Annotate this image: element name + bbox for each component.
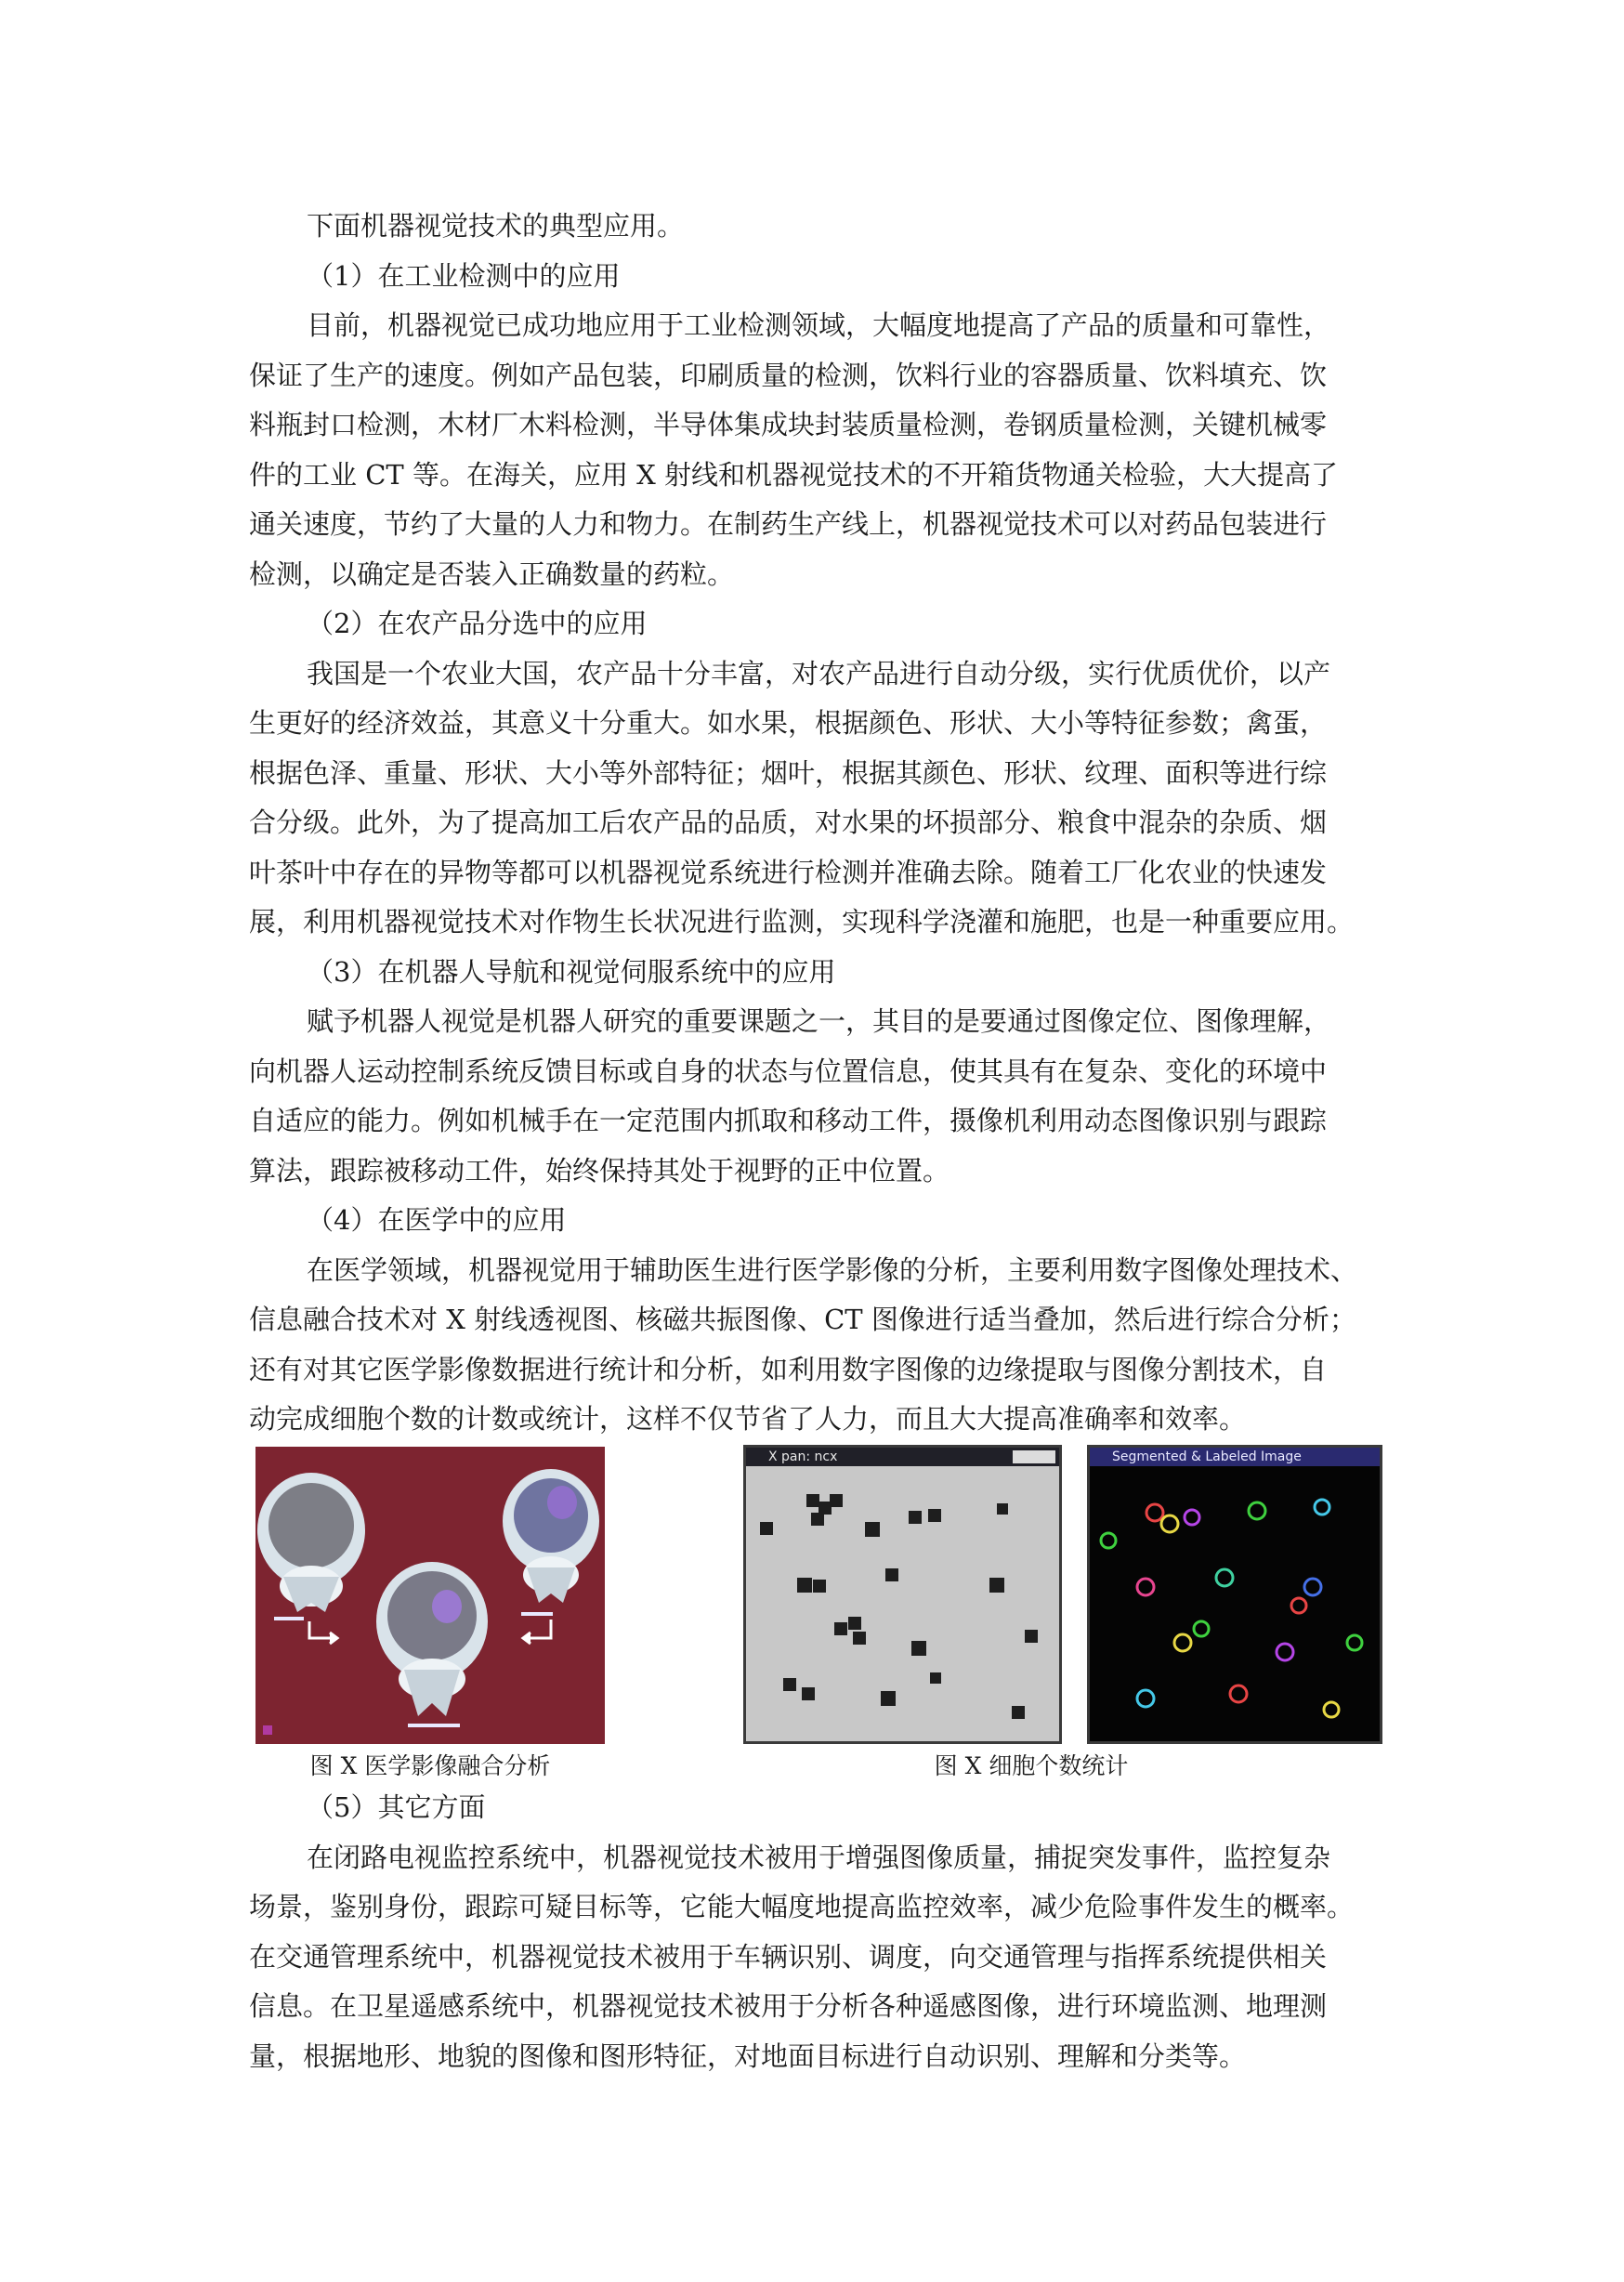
text-line: 场景，鉴别身份，跟踪可疑目标等，它能大幅度地提高监控效率，减少危险事件发生的概率。 [249, 1891, 1355, 1922]
cell-drawing [746, 1466, 1062, 1744]
text-line: （3）在机器人导航和视觉伺服系统中的应用 [307, 955, 836, 988]
medical-fusion-image [255, 1447, 605, 1744]
labeled-window-titlebar: Segmented & Labeled Image [1090, 1448, 1380, 1466]
figure1-caption: 图 X 医学影像融合分析 [309, 1752, 551, 1779]
text-line: （4）在医学中的应用 [307, 1204, 567, 1236]
text-line: 目前，机器视觉已成功地应用于工业检测领域，大幅度地提高了产品的质量和可靠性， [307, 309, 1331, 341]
text-line: 生更好的经济效益，其意义十分重大。如水果，根据颜色、形状、大小等特征参数；禽蛋， [249, 707, 1328, 739]
text-line: 量，根据地形、地貌的图像和图形特征，对地面目标进行自动识别、理解和分类等。 [249, 2039, 1247, 2072]
text-line: 展，利用机器视觉技术对作物生长状况进行监测，实现科学浇灌和施肥，也是一种重要应用。 [249, 906, 1355, 938]
text-line: 算法，跟踪被移动工件，始终保持其处于视野的正中位置。 [249, 1154, 950, 1187]
text-line: 在交通管理系统中，机器视觉技术被用于车辆识别、调度，向交通管理与指挥系统提供相关 [249, 1940, 1328, 1973]
text-line: 信息融合技术对 X 射线透视图、核磁共振图像、CT 图像进行适当叠加，然后进行综合分析； [249, 1304, 1356, 1335]
cell-window-titlebar: X pan: ncx [746, 1448, 1059, 1466]
text-line: （1）在工业检测中的应用 [307, 259, 621, 292]
text-line: 我国是一个农业大国，农产品十分丰富，对农产品进行自动分级，实行优质优价，以产 [307, 657, 1331, 689]
medical-fusion-drawing [255, 1447, 605, 1744]
labeled-drawing [1090, 1466, 1382, 1744]
text-line: （5）其它方面 [307, 1791, 486, 1823]
text-line: 在医学领域，机器视觉用于辅助医生进行医学影像的分析，主要利用数字图像处理技术、 [307, 1253, 1358, 1286]
text-line: 动完成细胞个数的计数或统计，这样不仅节省了人力，而且大大提高准确率和效率。 [249, 1403, 1247, 1435]
figure2-caption: 图 X 细胞个数统计 [934, 1752, 1129, 1779]
text-line: 保证了生产的速度。例如产品包装，印刷质量的检测，饮料行业的容器质量、饮料填充、饮 [249, 359, 1328, 391]
labeled-cells-image [1087, 1445, 1382, 1744]
window-controls [1013, 1450, 1055, 1463]
text-line: 信息。在卫星遥感系统中，机器视觉技术被用于分析各种遥感图像，进行环境监测、地理测 [249, 1990, 1328, 2022]
text-line: （2）在农产品分选中的应用 [307, 608, 648, 639]
text-line: 自适应的能力。例如机械手在一定范围内抓取和移动工件，摄像机利用动态图像识别与跟踪 [249, 1105, 1328, 1136]
text-line: 在闭路电视监控系统中，机器视觉技术被用于增强图像质量，捕捉突发事件，监控复杂 [307, 1841, 1331, 1873]
text-line: 叶茶叶中存在的异物等都可以机器视觉系统进行检测并准确去除。随着工厂化农业的快速发 [249, 856, 1328, 888]
cell-count-image [743, 1445, 1062, 1744]
text-line: 件的工业 CT 等。在海关，应用 X 射线和机器视觉技术的不开箱货物通关检验，大大提高了 [249, 458, 1339, 491]
text-line: 还有对其它医学影像数据进行统计和分析，如利用数字图像的边缘提取与图像分割技术，自 [249, 1353, 1328, 1385]
text-line: 赋予机器人视觉是机器人研究的重要课题之一，其目的是要通过图像定位、图像理解， [307, 1005, 1331, 1037]
text-line: 检测，以确定是否装入正确数量的药粒。 [249, 557, 735, 590]
text-line: 向机器人运动控制系统反馈目标或自身的状态与位置信息，使其具有在复杂、变化的环境中 [249, 1055, 1328, 1087]
text-line: 合分级。此外，为了提高加工后农产品的品质，对水果的坏损部分、粮食中混杂的杂质、烟 [249, 807, 1328, 838]
text-line: 下面机器视觉技术的典型应用。 [307, 210, 685, 242]
text-line: 通关速度，节约了大量的人力和物力。在制药生产线上，机器视觉技术可以对药品包装进行 [249, 508, 1328, 540]
text-line: 根据色泽、重量、形状、大小等外部特征；烟叶，根据其颜色、形状、纹理、面积等进行综 [249, 756, 1328, 789]
text-line: 料瓶封口检测，木材厂木料检测，半导体集成块封装质量检测，卷钢质量检测，关键机械零 [249, 409, 1328, 440]
